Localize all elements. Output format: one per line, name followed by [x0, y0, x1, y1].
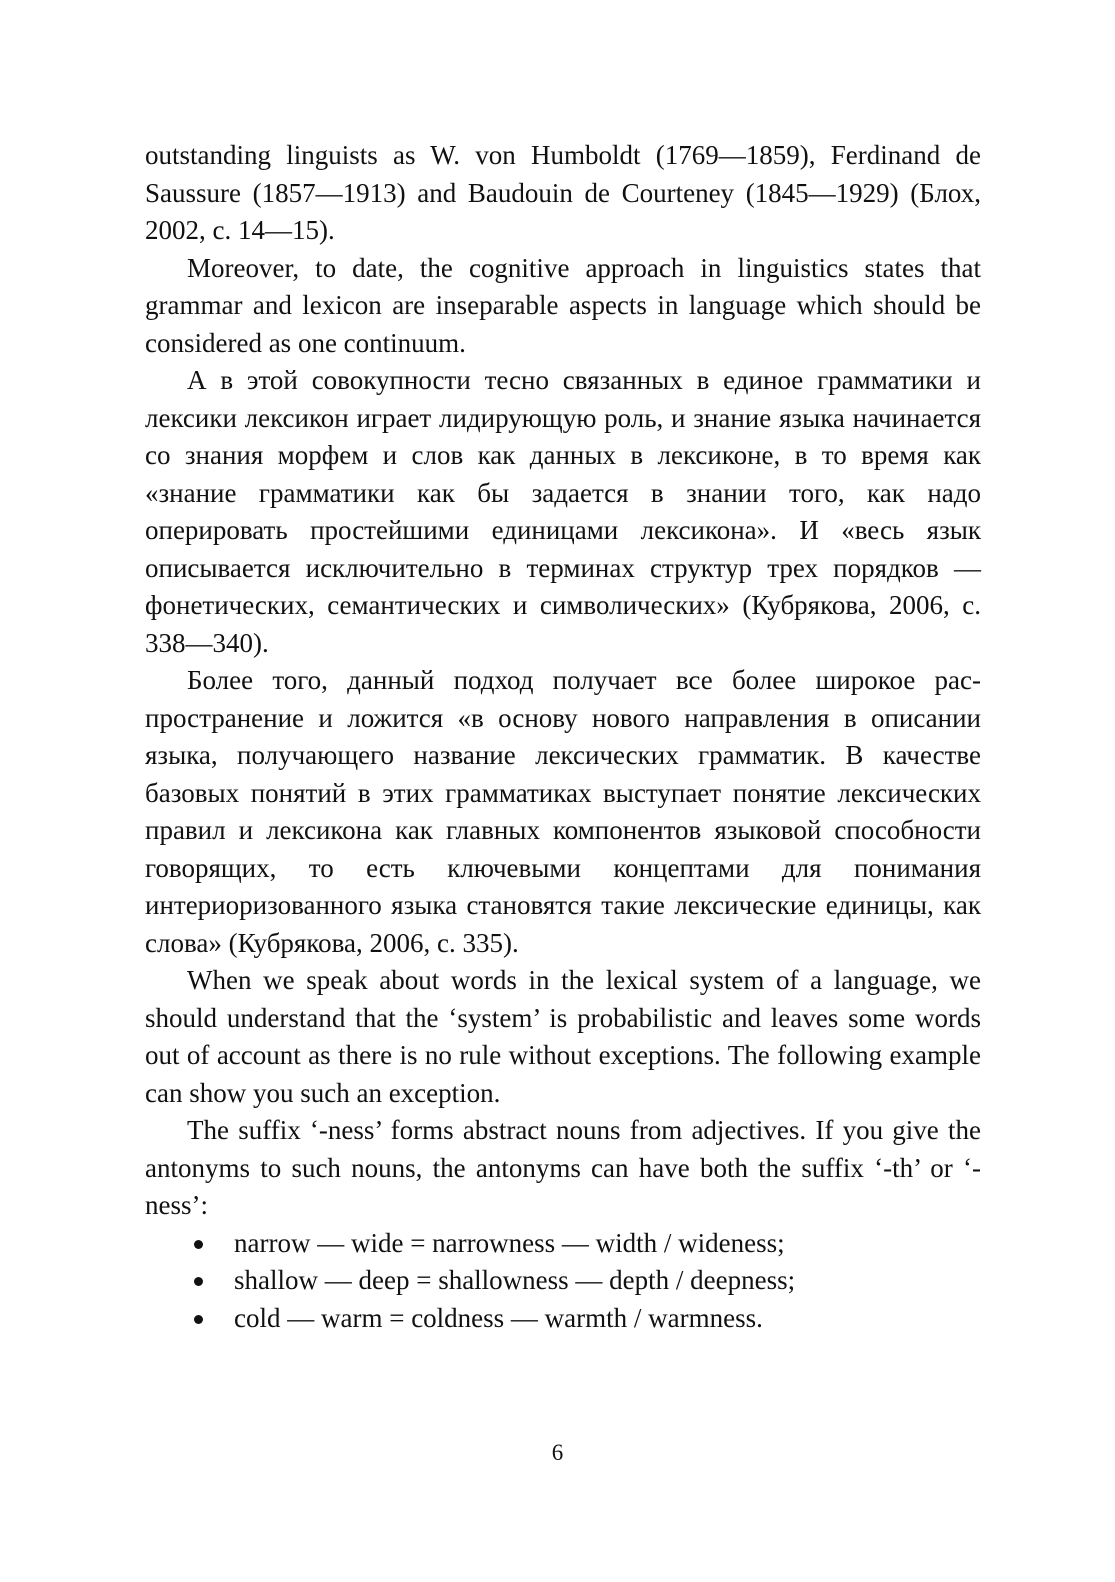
paragraph-lexical-system: When we speak about words in the lexical system of a language, we should understand that the ‘system’ is probabilistic and leaves some words out of account as there is no rule without exceptions. The following example can show you such an exception.	[145, 965, 981, 1108]
list-item	[145, 1262, 981, 1300]
paragraph-continuation: outstanding linguists as W. von Humboldt (1769—1859), Ferdinand de Saussure (1857—1913) and Baudouin de Courteney (1845—1929) (Блох, 2002, с. 14—15).	[145, 140, 981, 245]
list-item	[145, 1300, 981, 1338]
list-item-text: narrow — wide = narrowness — width / wideness;	[234, 1227, 785, 1258]
paragraph-lexicon-role: А в этой совокупности тесно связанных в единое грамматики и лексики лексикон играет лидирующую роль, и знание языка начинается со знания морфем и слов как данных в лексиконе, в то время как «знание грамматики как бы задается в знании того, как надо оперировать простейшими единицами лексикона». И «весь язык описывается исключительно в терминах структур трех порядков — фонетических, семантических и символических» (Кубрякова, 2006, с. 338—340).	[145, 365, 981, 658]
list-item-text: shallow — deep = shallowness — depth / deepness;	[234, 1265, 796, 1295]
antonym-list	[145, 1225, 981, 1338]
paragraph-suffix-ness: The suffix ‘-ness’ forms abstract nouns from adjectives. If you give the antonyms to such nouns, the antonyms can have both the suffix ‘-th’ or ‘-ness’:	[145, 1115, 981, 1220]
page-number: 6	[551, 1440, 564, 1465]
bullet-icon	[194, 1240, 203, 1249]
bullet-icon	[194, 1315, 203, 1324]
list-item-text: cold — warm = coldness — warmth / warmness.	[234, 1302, 763, 1333]
page-body	[145, 137, 981, 1337]
list-item	[145, 1225, 981, 1263]
bullet-icon	[194, 1277, 203, 1286]
paragraph-cognitive-approach: Moreover, to date, the cognitive approach in linguistics states that grammar and lexicon are inseparable aspects in language which should be considered as one continuum.	[145, 252, 981, 358]
paragraph-lexical-grammars: Более того, данный подход получает все более широкое распространение и ложится «в основу нового направления в описании языка, получающего название лексических грамматик. В качестве базовых понятий в этих грамматиках выступает понятие лексических правил и лексикона как главных компонентов языковой способности говорящих, то есть ключевыми концептами для понимания интериоризованного языка становятся такие лексические единицы, как слова» (Кубрякова, 2006, с. 335).	[145, 665, 981, 958]
